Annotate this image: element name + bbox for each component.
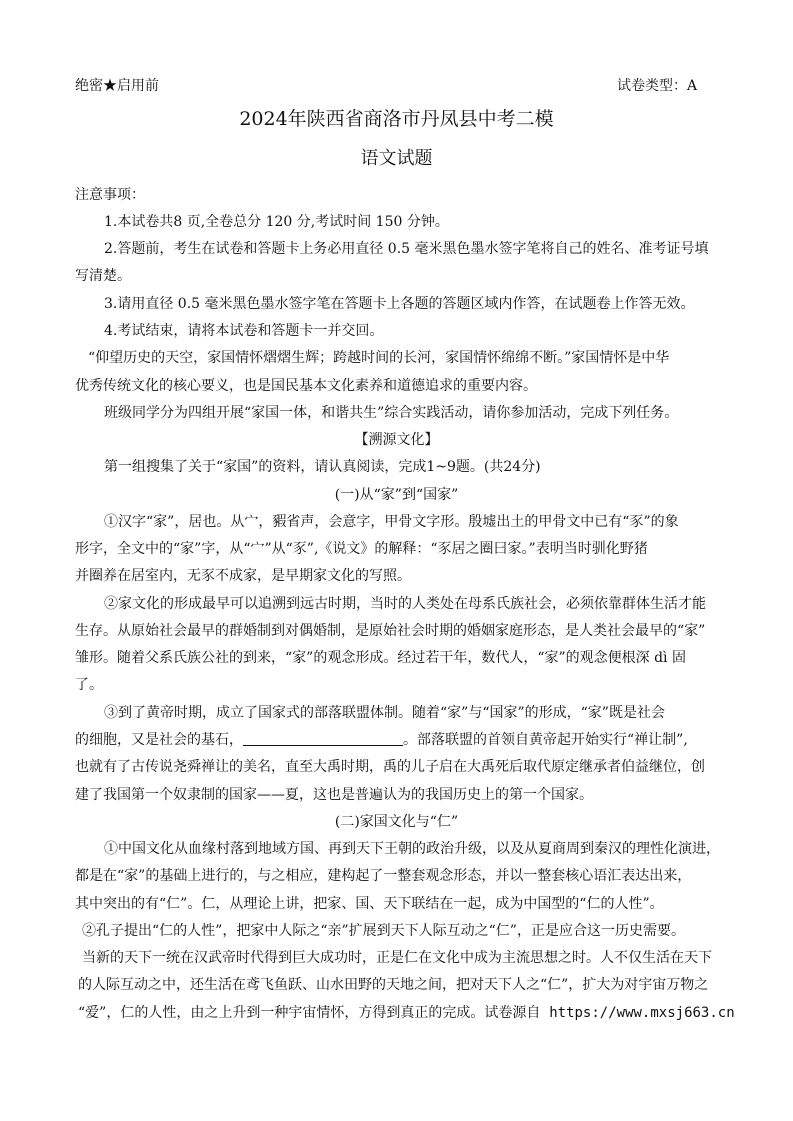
part-2-para-2: ②孔子提出“仁的人性”，把家中人际之“亲”扩展到天下人际互动之“仁”，正是应合这一历史需要。 bbox=[82, 923, 685, 939]
part-2-para-1-line-2: 都是在“家”的基础上进行的，与之相应，建构起了一整套观念形态，并以一整套核心语汇表达出来， bbox=[75, 868, 692, 884]
notes-heading: 注意事项： bbox=[75, 187, 145, 203]
para-3-source-text: “爱”，仁的人性，由之上升到一种宇宙情怀，方得到真正的完成。试卷源自 bbox=[78, 1005, 541, 1021]
part-2-para-3-line-3 bbox=[78, 1006, 735, 1020]
part-1-para-3-line-2 bbox=[75, 733, 688, 747]
confidential-label: 绝密★启用前 bbox=[75, 78, 159, 94]
part-1-para-1-line-1: ①汉字“家”，居也。从宀，豭省声，会意字，甲骨文字形。殷墟出土的甲骨文中已有“豕”的象 bbox=[104, 514, 679, 530]
part-2-para-1-line-3: 其中突出的有“仁”。仁，从理论上讲，把家、国、天下联结在一起，成为中国型的“仁的人性”。 bbox=[75, 896, 664, 912]
note-2-line-2: 写清楚。 bbox=[75, 268, 131, 284]
section-title: 【溯源文化】 bbox=[354, 432, 439, 448]
part-1-para-2-line-2: 生存。从原始社会最早的群婚制到对偶婚制，是原始社会时期的婚姻家庭形态，是人类社会最早的“家” bbox=[75, 623, 706, 639]
part-1-para-2-line-4: 了。 bbox=[75, 677, 103, 693]
page-title: 2024年陕西省商洛市丹凤县中考二模 bbox=[239, 108, 554, 130]
part-1-para-2-line-1: ②家文化的形成最早可以追溯到远古时期，当时的人类处在母系氏族社会，必须依靠群体生活才能 bbox=[104, 596, 706, 612]
part-1-para-2-line-3: 雏形。随着父系氏族公社的到来，“家”的观念形成。经过若干年，数代人，“家”的观念便根深 dì 固 bbox=[75, 650, 686, 666]
note-3: 3.请用直径 0.5 毫米黑色墨水签字笔在答题卡上各题的答题区域内作答，在试题卷上作答无效。 bbox=[104, 296, 695, 312]
note-2-line-1: 2.答题前，考生在试卷和答题卡上务必用直径 0.5 毫米黑色墨水签字笔将自己的姓名、准考证号填 bbox=[104, 241, 709, 257]
paper-type-label: 试卷类型：A bbox=[617, 78, 698, 94]
part-1-heading: (一)从“家”到“国家” bbox=[334, 487, 459, 503]
intro-para-2: 班级同学分为四组开展“家国一体，和谐共生”综合实践活动，请你参加活动，完成下列任务。 bbox=[104, 405, 679, 421]
part-1-para-3-line-4: 建了我国第一个奴隶制的国家——夏，这也是普遍认为的我国历史上的第一个国家。 bbox=[75, 787, 593, 803]
source-url-link[interactable]: https://www.mxsj663.cn bbox=[549, 1005, 735, 1021]
part-1-para-1-line-3: 并圈养在居室内，无豕不成家，是早期家文化的写照。 bbox=[75, 568, 411, 584]
part-2-para-1-line-1: ①中国文化从血缘村落到地域方国、再到天下王朝的政治升级，以及从夏商周到秦汉的理性化演进， bbox=[104, 841, 720, 857]
page-subtitle: 语文试题 bbox=[360, 148, 433, 169]
part-2-heading: (二)家国文化与“仁” bbox=[334, 814, 459, 830]
intro-para-1-line-2: 优秀传统文化的核心要义，也是国民基本文化素养和道德追求的重要内容。 bbox=[75, 378, 537, 394]
fill-in-blank[interactable] bbox=[243, 733, 403, 746]
note-4: 4.考试结束，请将本试卷和答题卡一并交回。 bbox=[104, 323, 384, 339]
part-1-para-1-line-2: 形字，全文中的“家”字，从“宀”从“豕”,《说文》的解释：“豕居之圈曰家。”表明当时驯化野猪 bbox=[75, 541, 648, 557]
intro-para-1-line-1: “仰望历史的天空，家国情怀熠熠生辉；跨越时间的长河，家国情怀绵绵不断。”家国情怀是中华 bbox=[88, 350, 670, 366]
note-1: 1.本试卷共8 页,全卷总分 120 分,考试时间 150 分钟。 bbox=[104, 214, 449, 230]
part-1-para-3-line-3: 也就有了古传说尧舜禅让的美名，直至大禹时期，禹的儿子启在大禹死后取代原定继承者伯益继位，创 bbox=[75, 759, 705, 775]
part-2-para-3-line-1: 当新的天下一统在汉武帝时代得到巨大成功时，正是仁在文化中成为主流思想之时。人不仅生活在天下 bbox=[82, 950, 712, 966]
section-description: 第一组搜集了关于“家国”的资料，请认真阅读，完成1~9题。(共24分) bbox=[104, 459, 541, 475]
para-3-text-before-blank: 的细胞，又是社会的基石， bbox=[75, 732, 243, 748]
part-2-para-3-line-2: 的人际互动之中，还生活在鸢飞鱼跃、山水田野的天地之间，把对天下人之“仁”，扩大为对宇宙万物之 bbox=[78, 977, 709, 993]
para-3-text-after-blank: 。部落联盟的首领自黄帝起开始实行“禅让制”, bbox=[403, 732, 688, 748]
part-1-para-3-line-1: ③到了黄帝时期，成立了国家式的部落联盟体制。随着“家”与“国家”的形成，“家”既是社会 bbox=[104, 705, 665, 721]
